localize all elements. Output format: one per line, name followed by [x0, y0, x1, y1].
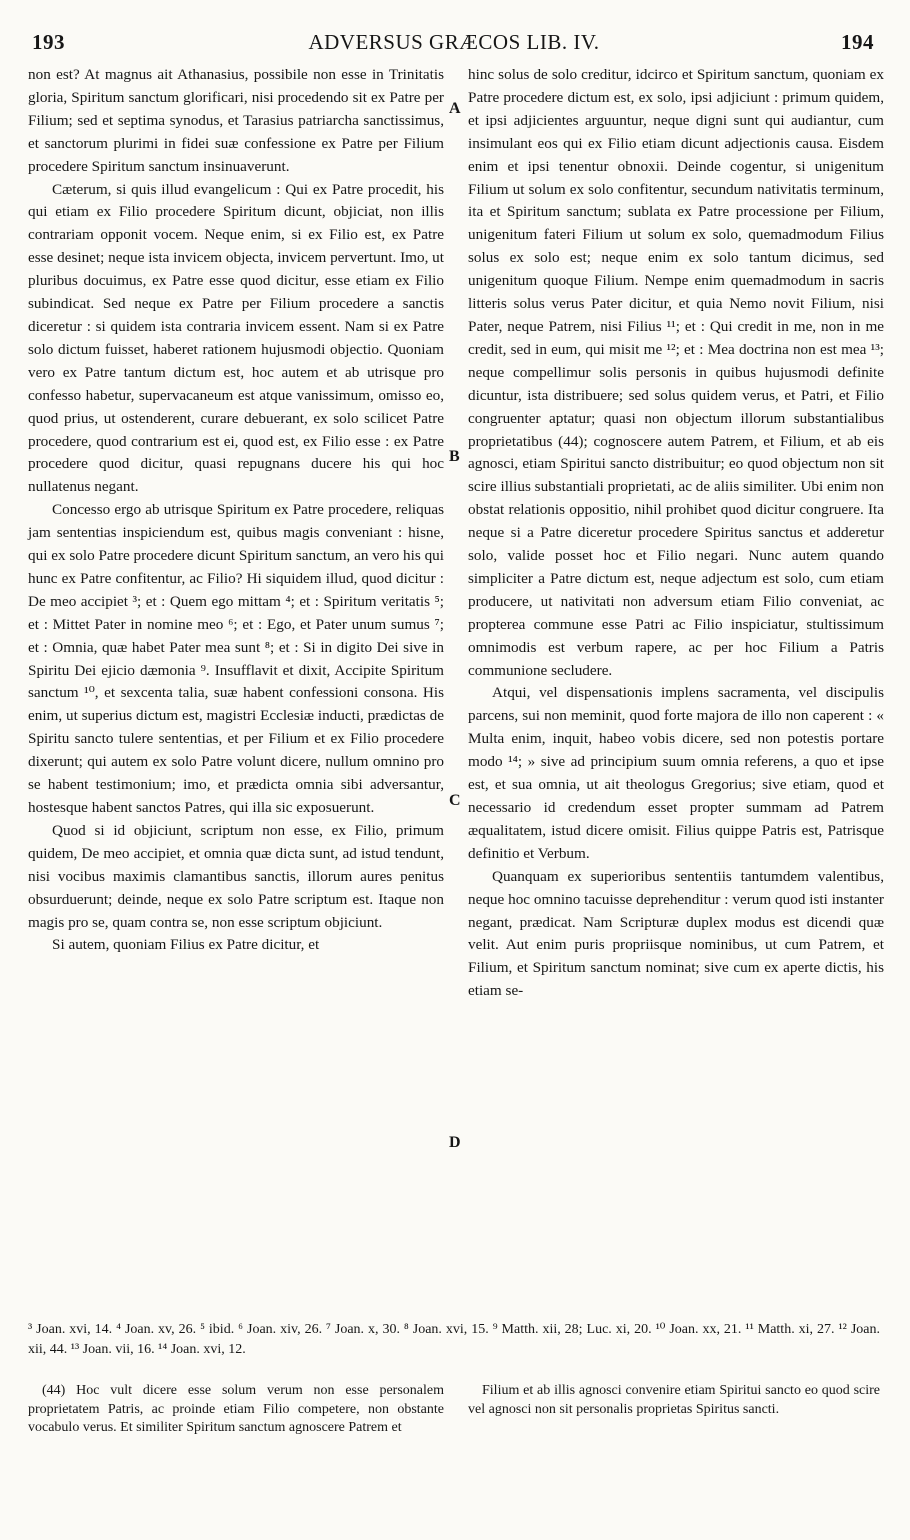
paragraph: Quanquam ex superioribus sententiis tantumdem valentibus, neque hoc omnino tacuisse deprehenditur : verum quod isti instanter negant, prædicat. Nam Scripturæ duplex modus est dicendi quæ velit. Aut enim puris propriisque nominibus, ut cum Patrem, et Filium, et Spiritum sanctum nominat; sive cum ex aperte dictis, his etiam se-: [468, 867, 884, 1000]
margin-letter-b: B: [449, 448, 460, 465]
paragraph: Atqui, vel dispensationis implens sacramenta, vel discipulis parcens, sui non meminit, quod forte majora de illo non caperent : « Multa enim, inquit, habeo vobis dicere, sed non potestis portare modo ¹⁴; » sive ad principium suum omnia referens, a quo et ipse est, et sua omnia, ut ait theologus Gregorius; sive etiam, quod et necessario id credendum esset propter summam ad Patrem æqualitatem, istud dicere omisit. Filius quippe Patris est, Patrisque definitio et Verbum.: [468, 684, 884, 862]
book-page: [28, 30, 884, 1520]
page-number-right: 194: [841, 30, 874, 54]
footnote-right: [468, 1382, 880, 1419]
paragraph: Quod si id objiciunt, scriptum non esse, ex Filio, primum quidem, De meo accipiet, et omnia quæ dicta sunt, ad istud tendunt, nisi vocibus maximis clamantibus sanctis, illorum aures penitus obsurduerunt; deinde, neque ex solo Patre scriptum est. Itaque non magis pro se, quam contra se, non esse scriptum objiciunt.: [28, 821, 444, 931]
left-column: [28, 64, 444, 957]
margin-letter-d: D: [449, 1134, 461, 1151]
footnote-text: Filium et ab illis agnosci convenire etiam Spiritui sancto eo quod scire vel agnosci non sit personalis proprietas Spiritus sancti.: [468, 1383, 880, 1417]
paragraph: Concesso ergo ab utrisque Spiritum ex Patre procedere, reliquas jam sententias inspiciendum est, quibus magis conveniant : hisne, qui ex solo Patre procedere dicunt Spiritum sanctum, an vero his qui hunc ex Patre confitentur, ac Filio? Hi siquidem illud, quod dicitur : De meo accipiet ³; et : Quem ego mittam ⁴; et : Spiritum veritatis ⁵; et : Mittet Pater in nomine meo ⁶; et : Ego, et Pater unum sumus ⁷; et : Omnia, quæ habet Pater mea sunt ⁸; et : Si in digito Dei sive in Spiritu Dei ejicio dæmonia ⁹. Insufflavit et dixit, Accipite Spiritum sanctum ¹⁰, et sexcenta talia, suæ habent confessioni consona. His enim, ut superius dictum est, magistri Ecclesiæ inducti, prædictas de Spiritu sancto tulere sententias, et per Filium et ex Filio procedere dixerunt; qui autem ex solo Patre volunt dicere, nullum omnino pro se habent testimonium; imo, et prædicta omnia sibi adversantur, hostesque habent sanctos Patres, qui illa sic exposuerunt.: [28, 501, 444, 816]
margin-letter-c: C: [449, 792, 461, 809]
page-number-left: 193: [32, 30, 65, 54]
running-title: ADVERSUS GRÆCOS LIB. IV.: [308, 30, 600, 54]
margin-letter-a: A: [449, 100, 461, 117]
footnote-left: [28, 1382, 444, 1438]
text-columns: [28, 64, 884, 1314]
footnote-text: (44) Hoc vult dicere esse solum verum non esse personalem proprietatem Patris, ac proinde etiam Filio competere, non obstante vocabulo verus. Et similiter Spiritum sanctum agnoscere Patrem et: [28, 1383, 444, 1435]
scripture-references: ³ Joan. xvi, 14. ⁴ Joan. xv, 26. ⁵ ibid. ⁶ Joan. xiv, 26. ⁷ Joan. x, 30. ⁸ Joan. xvi, 15. ⁹ Matth. xii, 28; Luc. xi, 20. ¹⁰ Joan. xx, 21. ¹¹ Matth. xi, 27. ¹² Joan. xii, 44. ¹³ Joan. vii, 16. ¹⁴ Joan. xvi, 12.: [28, 1322, 880, 1357]
paragraph: hinc solus de solo creditur, idcirco et Spiritum sanctum, quoniam ex Patre procedere dictum est, ex solo, ipsi adjiciunt : primum quidem, et ipsi adjicientes arguuntur, neque digni sunt qui audiantur, cum insimulant eos qui ex Filio etiam dicunt adjectionis causa. Eisdem enim et ipsi tenentur obnoxii. Deinde cogentur, si unigenitum Filium ut solum ex solo confitentur, secundum nativitatis terminum, ita et Spiritum sanctum; sublata ex Patre processione per Filium, unigenitum fateri Filium ut solum ex solo, quemadmodum Filius solus ex solo est; neque enim ex solo tantum dicimus, sed unigenitum quoque Filium. Nempe enim quemadmodum in sacris litteris solus verus Pater dicitur, et quia Nemo novit Filium, nisi Pater, neque Patrem, nisi Filius ¹¹; et : Qui credit in me, non in me credit, sed in eum, qui misit me ¹²; et : Mea doctrina non est mea ¹³; neque compellimur solis personis in quibus hujusmodi definite dicuntur, ista distribuere; sed solus quidem verus, et Patri, et Filio congruenter aptatur; quasi non objectum illorum substantialibus proprietatibus (44); cognoscere autem Patrem, et Filium, et ab eis agnosci, etiam Spiritui sancto distribuitur; eo quod objectum non sit scire illius substantiali proprietati, ac de aliis similiter. Ubi enim non obstat relationis oppositio, nihil prohibet quod dicitur congruere. Ita neque si a Patre diceretur procedere Spiritus sanctus et adderetur solo, valide posset hoc et Filio negari. Nunc autem quando simpliciter a Patre dictum est, neque adjectum est solo, cum etiam producere, ut nativitati non adversum etiam Filio conveniat, ac propterea commune esse Patri ac Filio inspiciatur, stultissimum omnimodis est verbum rapere, ac per hoc Filium a Patris communione secludere.: [468, 66, 884, 679]
right-column: [468, 64, 884, 1003]
running-header: [28, 30, 880, 64]
paragraph: non est? At magnus ait Athanasius, possibile non esse in Trinitatis gloria, Spiritum sanctum glorificari, nisi procedendo sit ex Patre per Filium; sed et septima synodus, et Tarasius patriarcha sanctissimus, et sanctorum plurimi in fidei suæ confessione ex Patre per Filium procedere Spiritum sanctum insinuaverunt.: [28, 66, 444, 175]
paragraph: Cæterum, si quis illud evangelicum : Qui ex Patre procedit, his qui etiam ex Filio procedere Spiritum dicunt, objiciat, non illis contrariam opponit vocem. Neque enim, si ex Filio est, ex Patre esse desinet; neque ista invicem objecta, invicem pervertunt. Imo, ut pluribus docuimus, ex Patre esse quod dicitur, esse etiam ex Filio subindicat. Sed neque ex Patre per Filium procedere a sanctis diceretur : si quidem ista contraria invicem essent. Nam si ex Patre solo dictum fuisset, haberet rationem hujusmodi objectio. Quoniam vero ex Patre tantum dictum est, hoc autem et ab utrisque pro confesso habetur, supervacaneum est atque vanissimum, omisso eo, quod prius, ut ostenderent, curare debuerant, ex solo scilicet Patre procedere, quod contrarium est ei, quod est, ex Filio esse : ex Patre procedere quod dicitur, quasi repugnans ducere his qui hoc nullatenus negant.: [28, 180, 444, 496]
paragraph: Si autem, quoniam Filius ex Patre dicitur, et: [52, 936, 320, 954]
